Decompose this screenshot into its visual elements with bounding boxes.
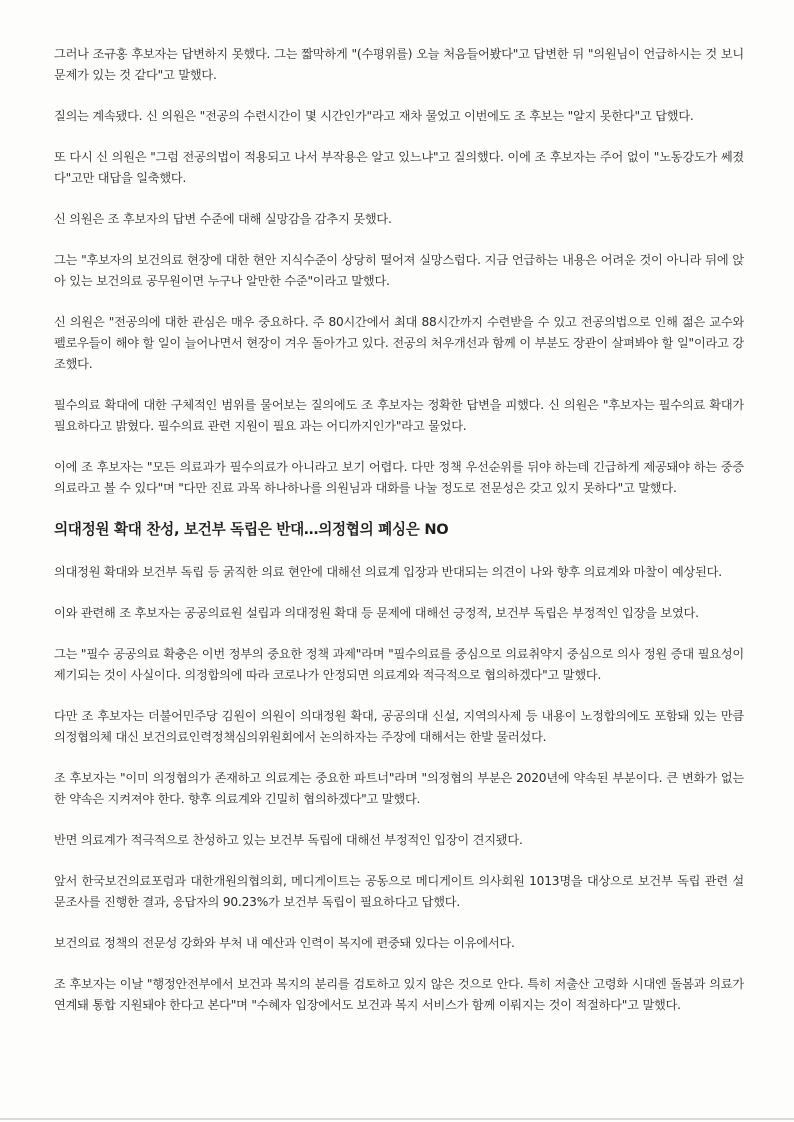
paragraph: 다만 조 후보자는 더불어민주당 김원이 의원이 의대정원 확대, 공공의대 신설, 지역의사제 등 내용이 노정합의에도 포함돼 있는 만큼 의정협의체 대신 보건의료인력정책심의위원회에서 논의하자는 주장에 대해서는 한발 물러섰다. [54, 709, 744, 744]
section-heading: 의대정원 확대 찬성, 보건부 독립은 반대…의정협의 폐싱은 NO [54, 521, 449, 538]
paragraph: 의대정원 확대와 보건부 독립 등 굵직한 의료 현안에 대해선 의료계 입장과 반대되는 의견이 나와 향후 의료계와 마찰이 예상된다. [54, 565, 722, 579]
paragraph: 조 후보자는 이날 "행정안전부에서 보건과 복지의 분리를 검토하고 있지 않은 것으로 안다. 특히 저출산 고령화 시대엔 돌봄과 의료가 연계돼 통합 지원돼야 한다고 본다"며 "수혜자 입장에서도 보건과 복지 서비스가 함께 이뤄지는 것이 적절하다"고 말했다. [54, 977, 744, 1012]
paragraph: 질의는 계속됐다. 신 의원은 "전공의 수련시간이 몇 시간인가"라고 재차 물었고 이번에도 조 후보는 "알지 못한다"고 답했다. [54, 109, 694, 123]
page-bottom-edge [0, 1118, 794, 1120]
paragraph: 그는 "후보자의 보건의료 현장에 대한 현안 지식수준이 상당히 떨어져 실망스럽다. 지금 언급하는 내용은 어려운 것이 아니라 뒤에 앉아 있는 보건의료 공무원이면 누구나 알만한 수준"이라고 말했다. [54, 253, 744, 288]
paragraph: 또 다시 신 의원은 "그럼 전공의법이 적용되고 나서 부작용은 알고 있느냐"고 질의했다. 이에 조 후보자는 주어 없이 "노동강도가 쎄졌다"고만 대답을 일축했다. [54, 150, 744, 185]
paragraph: 신 의원은 조 후보자의 답변 수준에 대해 실망감을 감추지 못했다. [54, 212, 392, 226]
paragraph: 반면 의료계가 적극적으로 찬성하고 있는 보건부 독립에 대해선 부정적인 입장이 견지됐다. [54, 833, 523, 847]
paragraph: 이와 관련해 조 후보자는 공공의료원 설립과 의대정원 확대 등 문제에 대해선 긍정적, 보건부 독립은 부정적인 입장을 보였다. [54, 606, 699, 620]
paragraph: 앞서 한국보건의료포럼과 대한개원의협의회, 메디게이트는 공동으로 메디게이트 의사회원 1013명을 대상으로 보건부 독립 관련 설문조사를 진행한 결과, 응답자의 90.23%가 보건부 독립이 필요하다고 답했다. [54, 874, 744, 909]
paragraph: 필수의료 확대에 대한 구체적인 범위를 물어보는 질의에도 조 후보자는 정확한 답변을 피했다. 신 의원은 "후보자는 필수의료 확대가 필요하다고 밝혔다. 필수의료 관련 지원이 필요 과는 어디까지인가"라고 물었다. [54, 398, 744, 433]
paragraph: 조 후보자는 "이미 의정협의가 존재하고 의료계는 중요한 파트너"라며 "의정협의 부분은 2020년에 약속된 부분이다. 큰 변화가 없는 한 약속은 지켜져야 한다. 향후 의료계와 긴밀히 협의하겠다"고 말했다. [54, 771, 744, 806]
paragraph: 그는 "필수 공공의료 확충은 이번 정부의 중요한 정책 과제"라며 "필수의료를 중심으로 의료취약지 중심으로 의사 정원 증대 필요성이 제기되는 것이 사실이다. 의정합의에 따라 코로나가 안정되면 의료계와 적극적으로 협의하겠다"고 말했다. [54, 647, 744, 682]
paragraph: 이에 조 후보자는 "모든 의료과가 필수의료가 아니라고 보기 어렵다. 다만 정책 우선순위를 뒤야 하는데 긴급하게 제공돼야 하는 중증의료라고 볼 수 있다"며 "다만 진료 과목 하나하나를 의원님과 대화를 나눌 정도로 전문성은 갖고 있지 못하다"고 말했다. [54, 460, 744, 495]
paragraph: 신 의원은 "전공의에 대한 관심은 매우 중요하다. 주 80시간에서 최대 88시간까지 수련받을 수 있고 전공의법으로 인해 젊은 교수와 펠로우들이 해야 할 일이 늘어나면서 현장이 겨우 돌아가고 있다. 전공의 처우개선과 함께 이 부분도 장관이 살펴봐야 할 일"이라고 강조했다. [54, 315, 744, 371]
document-page [54, 44, 744, 1036]
paragraph: 그러나 조규홍 후보자는 답변하지 못했다. 그는 짧막하게 "(수평위를) 오늘 처음들어봤다"고 답변한 뒤 "의원님이 언급하시는 것 보니 문제가 있는 것 같다"고 말했다. [54, 47, 744, 82]
paragraph: 보건의료 정책의 전문성 강화와 부처 내 예산과 인력이 복지에 편중돼 있다는 이유에서다. [54, 936, 515, 950]
